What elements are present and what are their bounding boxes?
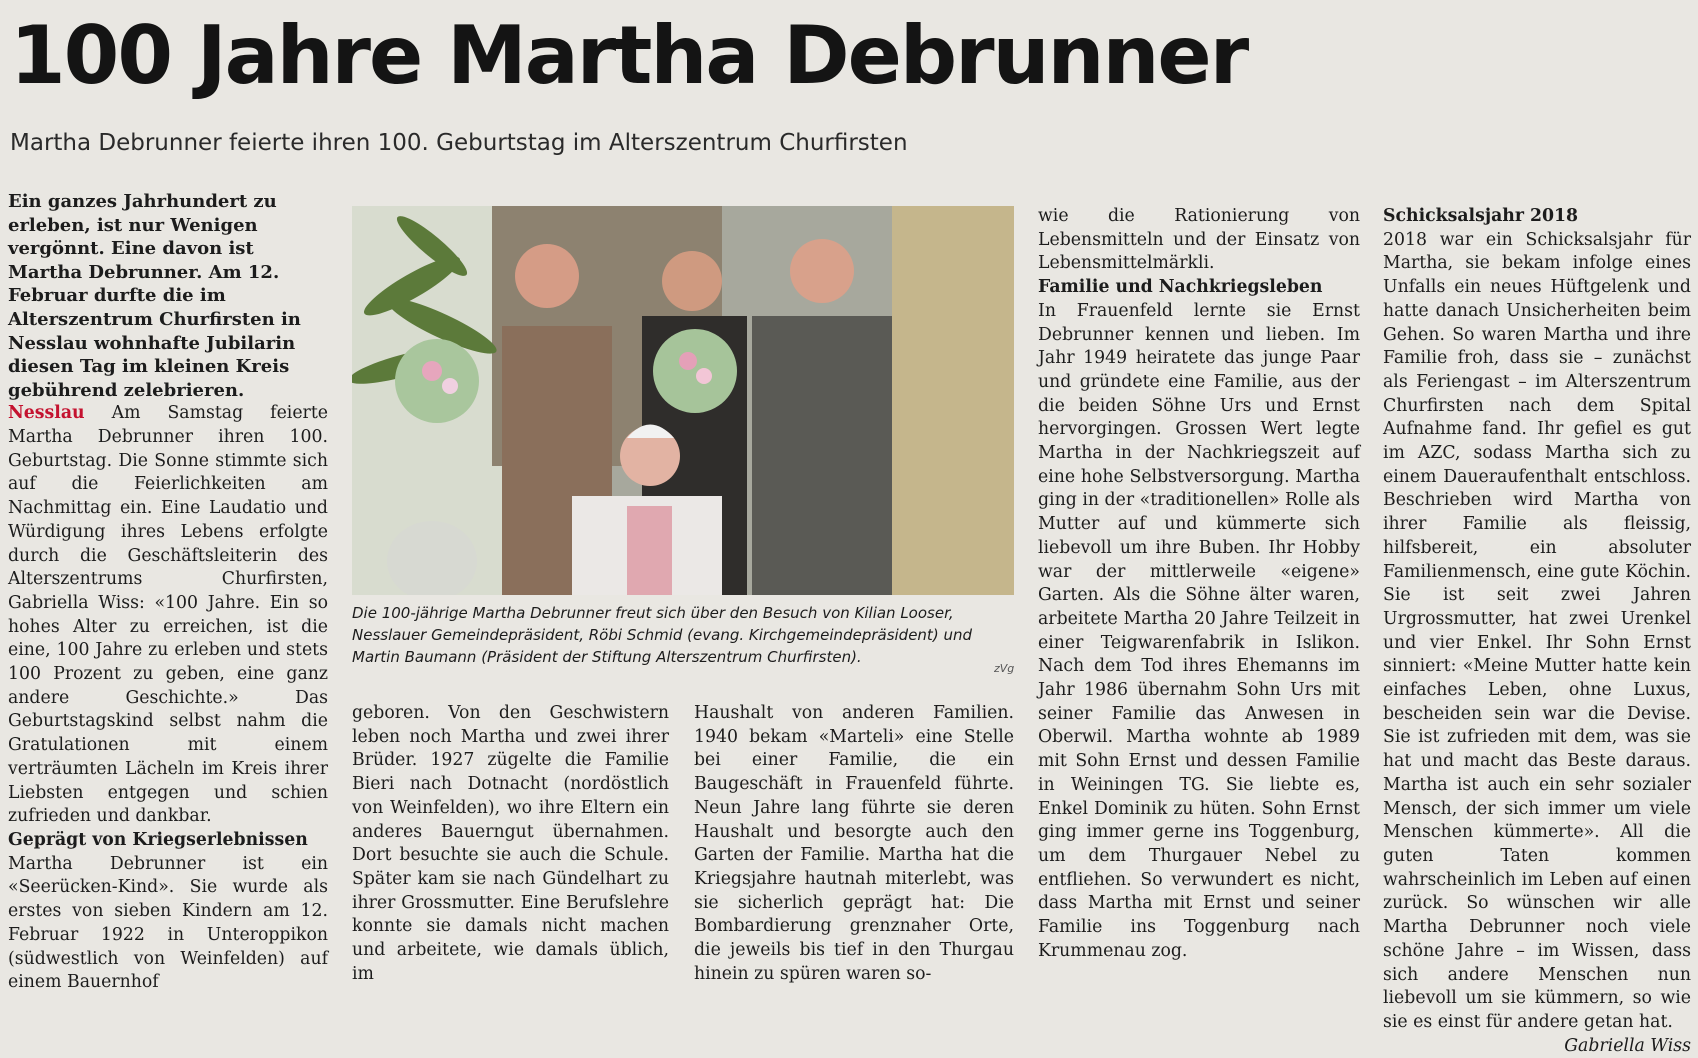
article-photo — [352, 206, 1014, 595]
body-paragraph: Martha Debrunner ist ein «Seerücken-Kind». Sie wurde als erstes von sieben Kindern am 12. Februar 1922 in Unteroppikon (südwestlich von Weinfelden) auf einem Bauernhof — [8, 853, 328, 993]
subheading: Familie und Nachkriegsleben — [1038, 277, 1323, 298]
body-paragraph: geboren. Von den Geschwistern leben noch Martha und zwei ihrer Brüder. 1927 zügelte die Familie Bieri nach Dotnacht (nordöstlich von Weinfelden), wo ihre Eltern ein anderes Bauerngut übernahmen. Dort besuchte sie auch die Schule. Später kam sie nach Gündelhart zu ihrer Grossmutter. Eine Berufslehre konnte sie damals nicht machen und arbeitete, wie damals üblich, im — [352, 703, 669, 984]
headline: 100 Jahre Martha Debrunner — [10, 9, 1248, 102]
subheading: Schicksalsjahr 2018 — [1383, 206, 1579, 226]
article-column-4 — [1038, 205, 1360, 964]
photo-caption: Die 100-jährige Martha Debrunner freut sich über den Besuch von Kilian Looser, Nesslauer Gemeindepräsident, Röbi Schmid (evang. Kirchgemeindepräsident) und Martin Baumann (Präsident der Stiftung Alterszentrum Churfirsten). — [352, 604, 972, 666]
article-column-1 — [8, 190, 328, 995]
photo-credit: zVg — [994, 662, 1015, 675]
body-text: 2018 war ein Schicksalsjahr für Martha, sie bekam infolge eines Unfalls ein neues Hüftgelenk und hatte danach Unsicherheiten beim Gehen. So waren Martha und ihre Familie froh, dass sie – zunächst als Feriengast – im Alterszentrum Churfirsten nach dem Spital Aufnahme fand. Ihr gefiel es gut im AZC, sodass Martha sich zu einem Daueraufenthalt entschloss. Beschrieben wird Martha von ihrer Familie als fleissig, hilfsbereit, ein absoluter Familienmensch, eine gute Köchin. Sie ist seit zwei Jahren Urgrossmutter, hat zwei Urenkel und vier Enkel. Ihr Sohn Ernst sinniert: «Meine Mutter hatte kein einfaches Leben, ohne Luxus, bescheiden sein war die Devise. Sie ist zufrieden mit dem, was sie hat und macht das Beste daraus. Martha ist auch ein sehr sozialer Mensch, der sich immer um viele Menschen kümmerte». All die guten Taten kommen wahrscheinlich im Leben auf einen zurück. So wünschen wir alle Martha Debrunner noch viele schöne Jahre – im Wissen, dass sich andere Menschen nun liebevoll um sie kümmern, so wie sie es einst für andere getan hat. — [1383, 229, 1691, 1032]
article-column-5 — [1383, 205, 1691, 1058]
body-paragraph: wie die Rationierung von Lebensmitteln und der Einsatz von Lebensmittelmärkli. — [1038, 206, 1360, 274]
body-paragraph — [1383, 229, 1691, 1056]
body-paragraph: In Frauenfeld lernte sie Ernst Debrunner kennen und lieben. Im Jahr 1949 heiratete das junge Paar und gründete eine Familie, aus der die beiden Söhne Urs und Ernst hervorgingen. Grossen Wert legte Martha in der Nachkriegszeit auf eine hohe Selbstversorgung. Martha ging in der «traditionellen» Rolle als Mutter auf und kümmerte sich liebevoll um ihre Buben. Ihr Hobby war der mittlerweile «eigene» Garten. Als die Söhne älter waren, arbeitete Martha 20 Jahre Teilzeit in einer Teigwarenfabrik in Islikon. Nach dem Tod ihres Ehemanns im Jahr 1986 übernahm Sohn Urs mit seiner Familie das Anwesen in Oberwil. Martha wohnte ab 1989 mit Sohn Ernst und dessen Familie in Weiningen TG. Sie liebte es, Enkel Dominik zu hüten. Sohn Ernst ging immer gerne ins Toggenburg, um dem Thurgauer Nebel zu entfliehen. So verwundert es nicht, dass Martha mit Ernst und seiner Familie ins Toggenburg nach Krummenau zog. — [1038, 300, 1360, 961]
subheading: Geprägt von Kriegserlebnissen — [8, 830, 308, 850]
lead-paragraph: Ein ganzes Jahrhundert zu erleben, ist nur Wenigen vergönnt. Eine davon ist Martha Debrunner. Am 12. Februar durfte die im Alterszentrum Churfirsten in Nesslau wohnhafte Jubilarin diesen Tag im kleinen Kreis gebührend zelebrieren. — [8, 191, 301, 401]
subtitle: Martha Debrunner feierte ihren 100. Geburtstag im Alterszentrum Churfirsten — [10, 130, 908, 156]
body-paragraph: Haushalt von anderen Familien. 1940 bekam «Marteli» eine Stelle bei einer Familie, die ein Baugeschäft in Frauenfeld führte. Neun Jahre lang führte sie deren Haushalt und besorgte auch den Garten der Familie. Martha hat die Kriegsjahre hautnah miterlebt, was sie sicherlich geprägt hat: Die Bombardierung grenznaher Orte, die jeweils bis tief in den Thurgau hinein zu spüren waren so- — [694, 703, 1014, 984]
author-name: Gabriella Wiss — [1564, 1035, 1691, 1056]
dateline: Nesslau — [8, 403, 85, 424]
body-text: Am Samstag feierte Martha Debrunner ihren 100. Geburtstag. Die Sonne stimmte sich auf die Feierlichkeiten am Nachmittag ein. Eine Laudatio und Würdigung ihres Lebens erfolgte durch die Geschäftsleiterin des Alterszentrums Churfirsten, Gabriella Wiss: «100 Jahre. Ein so hohes Alter zu erreichen, ist die eine, 100 Jahre zu erleben und stets 100 Prozent zu geben, eine ganz andere Geschichte.» Das Geburtstagskind selbst nahm die Gratulationen mit einem verträumten Lächeln im Kreis ihrer Liebsten entgegen und schien zufrieden und dankbar. — [8, 403, 328, 827]
article-column-2 — [352, 702, 669, 986]
body-paragraph — [8, 402, 328, 829]
article-column-3 — [694, 702, 1014, 986]
